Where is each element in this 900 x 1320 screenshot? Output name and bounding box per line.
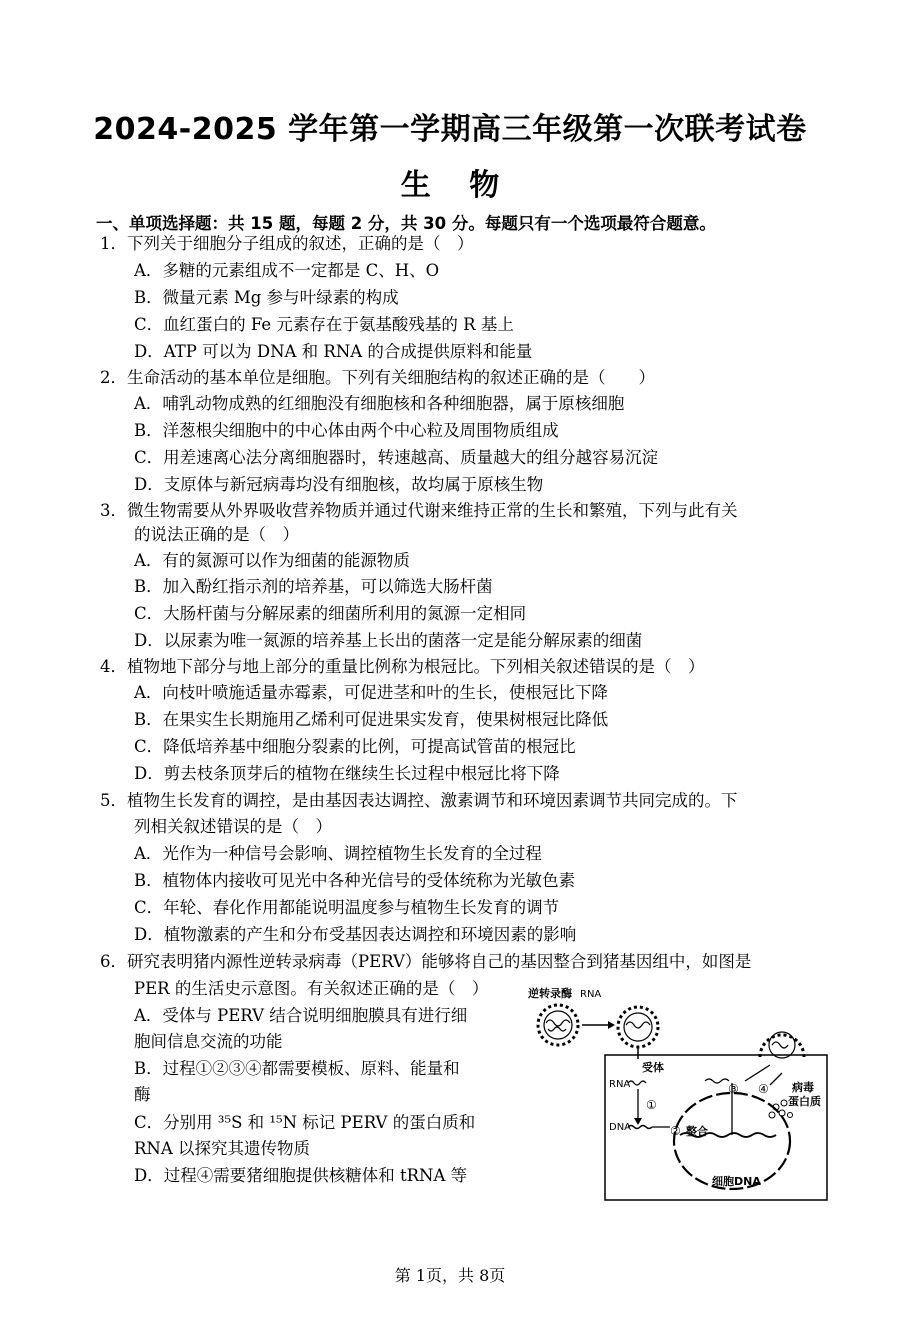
option-c: C．降低培养基中细胞分裂素的比例，可提高试管苗的根冠比 bbox=[134, 737, 576, 756]
section-heading: 一、单项选择题：共 15 题，每题 2 分，共 30 分。每题只有一个选项最符合题意。 bbox=[96, 214, 716, 233]
label-receptor: 受体 bbox=[642, 1061, 664, 1074]
page-footer: 第 1页，共 8页 bbox=[394, 1266, 506, 1285]
label-virus-1: 病毒 bbox=[792, 1081, 814, 1094]
label-virus-2: 蛋白质 bbox=[788, 1095, 821, 1108]
option-d: D．以尿素为唯一氮源的培养基上长出的菌落一定是能分解尿素的细菌 bbox=[134, 631, 643, 650]
option-a: A．多糖的元素组成不一定都是 C、H、O bbox=[134, 261, 440, 280]
option-c: C．血红蛋白的 Fe 元素存在于氨基酸残基的 R 基上 bbox=[134, 315, 514, 334]
option-a: A．光作为一种信号会影响、调控植物生长发育的全过程 bbox=[134, 844, 542, 863]
option-d: D．剪去枝条顶芽后的植物在继续生长过程中根冠比将下降 bbox=[134, 764, 560, 783]
label-step-2: ② bbox=[670, 1124, 681, 1138]
option-d: D．植物激素的产生和分布受基因表达调控和环境因素的影响 bbox=[134, 925, 577, 944]
arrow-icon bbox=[770, 1073, 782, 1085]
question-stem: 4．植物地下部分与地上部分的重量比例称为根冠比。下列相关叙述错误的是（ ） bbox=[100, 657, 705, 676]
label-step-3: ③ bbox=[728, 1082, 739, 1096]
question-stem: 1．下列关于细胞分子组成的叙述，正确的是（ ） bbox=[100, 234, 474, 253]
option-a: A．受体与 PERV 结合说明细胞膜具有进行细 bbox=[134, 1006, 468, 1025]
label-step-1: ① bbox=[646, 1098, 657, 1112]
arrowhead-icon bbox=[608, 1021, 615, 1029]
arrow-icon bbox=[745, 1065, 770, 1081]
option-c-continued: RNA 以探究其遗传物质 bbox=[134, 1139, 311, 1158]
virus-particle-icon bbox=[538, 1005, 578, 1045]
arrowhead-icon bbox=[634, 1118, 642, 1125]
option-a: A．哺乳动物成熟的红细胞没有细胞核和各种细胞器，属于原核细胞 bbox=[134, 394, 625, 413]
rna-transcript-icon bbox=[705, 1079, 729, 1083]
option-b: B．过程①②③④都需要模板、原料、能量和 bbox=[134, 1059, 460, 1078]
option-b: B．植物体内接收可见光中各种光信号的受体统称为光敏色素 bbox=[134, 871, 576, 890]
option-a: A．有的氮源可以作为细菌的能源物质 bbox=[134, 551, 410, 570]
rna-strand-icon bbox=[628, 1081, 646, 1085]
exam-title: 2024-2025 学年第一学期高三年级第一次联考试卷 bbox=[93, 112, 807, 147]
question-stem: 6．研究表明猪内源性逆转录病毒（PERV）能够将自己的基因整合到猪基因组中，如图是 bbox=[100, 952, 752, 971]
perv-life-cycle-figure bbox=[520, 985, 830, 1205]
option-c: C．大肠杆菌与分解尿素的细菌所利用的氮源一定相同 bbox=[134, 604, 527, 623]
option-d: D．支原体与新冠病毒均没有细胞核，故均属于原核生物 bbox=[134, 475, 544, 494]
option-b: B．洋葱根尖细胞中的中心体由两个中心粒及周围物质组成 bbox=[134, 421, 559, 440]
label-step-4: ④ bbox=[758, 1082, 769, 1096]
question-stem: 5．植物生长发育的调控，是由基因表达调控、激素调节和环境因素调节共同完成的。下 bbox=[100, 791, 738, 810]
virus-binding-icon bbox=[618, 1007, 658, 1047]
question-stem: 2．生命活动的基本单位是细胞。下列有关细胞结构的叙述正确的是（ ） bbox=[100, 368, 655, 387]
question-stem-continued: 的说法正确的是（ ） bbox=[134, 525, 299, 544]
virus-budding-icon bbox=[760, 1032, 804, 1058]
option-b: B．微量元素 Mg 参与叶绿素的构成 bbox=[134, 288, 399, 307]
option-b: B．加入酚红指示剂的培养基，可以筛选大肠杆菌 bbox=[134, 577, 493, 596]
option-c: C．分别用 ³⁵S 和 ¹⁵N 标记 PERV 的蛋白质和 bbox=[134, 1113, 476, 1132]
question-stem: 3．微生物需要从外界吸收营养物质并通过代谢来维持正常的生长和繁殖，下列与此有关 bbox=[100, 501, 738, 520]
label-dna: DNA bbox=[609, 1122, 632, 1133]
label-cell-dna: 细胞DNA bbox=[712, 1175, 761, 1188]
option-b: B．在果实生长期施用乙烯利可促进果实发育，使果树根冠比降低 bbox=[134, 710, 609, 729]
label-integrate: 整合 bbox=[686, 1125, 708, 1138]
option-d: D．ATP 可以为 DNA 和 RNA 的合成提供原料和能量 bbox=[134, 342, 533, 361]
subject-title: 生 物 bbox=[400, 168, 500, 203]
dna-strand-icon bbox=[628, 1126, 652, 1129]
label-reverse-transcriptase: 逆转录酶 bbox=[528, 987, 572, 1000]
question-stem-continued: 列相关叙述错误的是（ ） bbox=[134, 817, 332, 836]
label-rna: RNA bbox=[609, 1079, 631, 1090]
option-c: C．年轮、春化作用都能说明温度参与植物生长发育的调节 bbox=[134, 898, 560, 917]
option-d: D．过程④需要猪细胞提供核糖体和 tRNA 等 bbox=[134, 1166, 468, 1185]
option-b-continued: 酶 bbox=[134, 1085, 151, 1104]
option-a-continued: 胞间信息交流的功能 bbox=[134, 1032, 283, 1051]
option-c: C．用差速离心法分离细胞器时，转速越高、质量越大的组分越容易沉淀 bbox=[134, 448, 659, 467]
label-rna-top: RNA bbox=[580, 989, 602, 1000]
option-a: A．向枝叶喷施适量赤霉素，可促进茎和叶的生长，使根冠比下降 bbox=[134, 683, 608, 702]
question-stem-continued: PER 的生活史示意图。有关叙述正确的是（ ） bbox=[134, 979, 489, 998]
